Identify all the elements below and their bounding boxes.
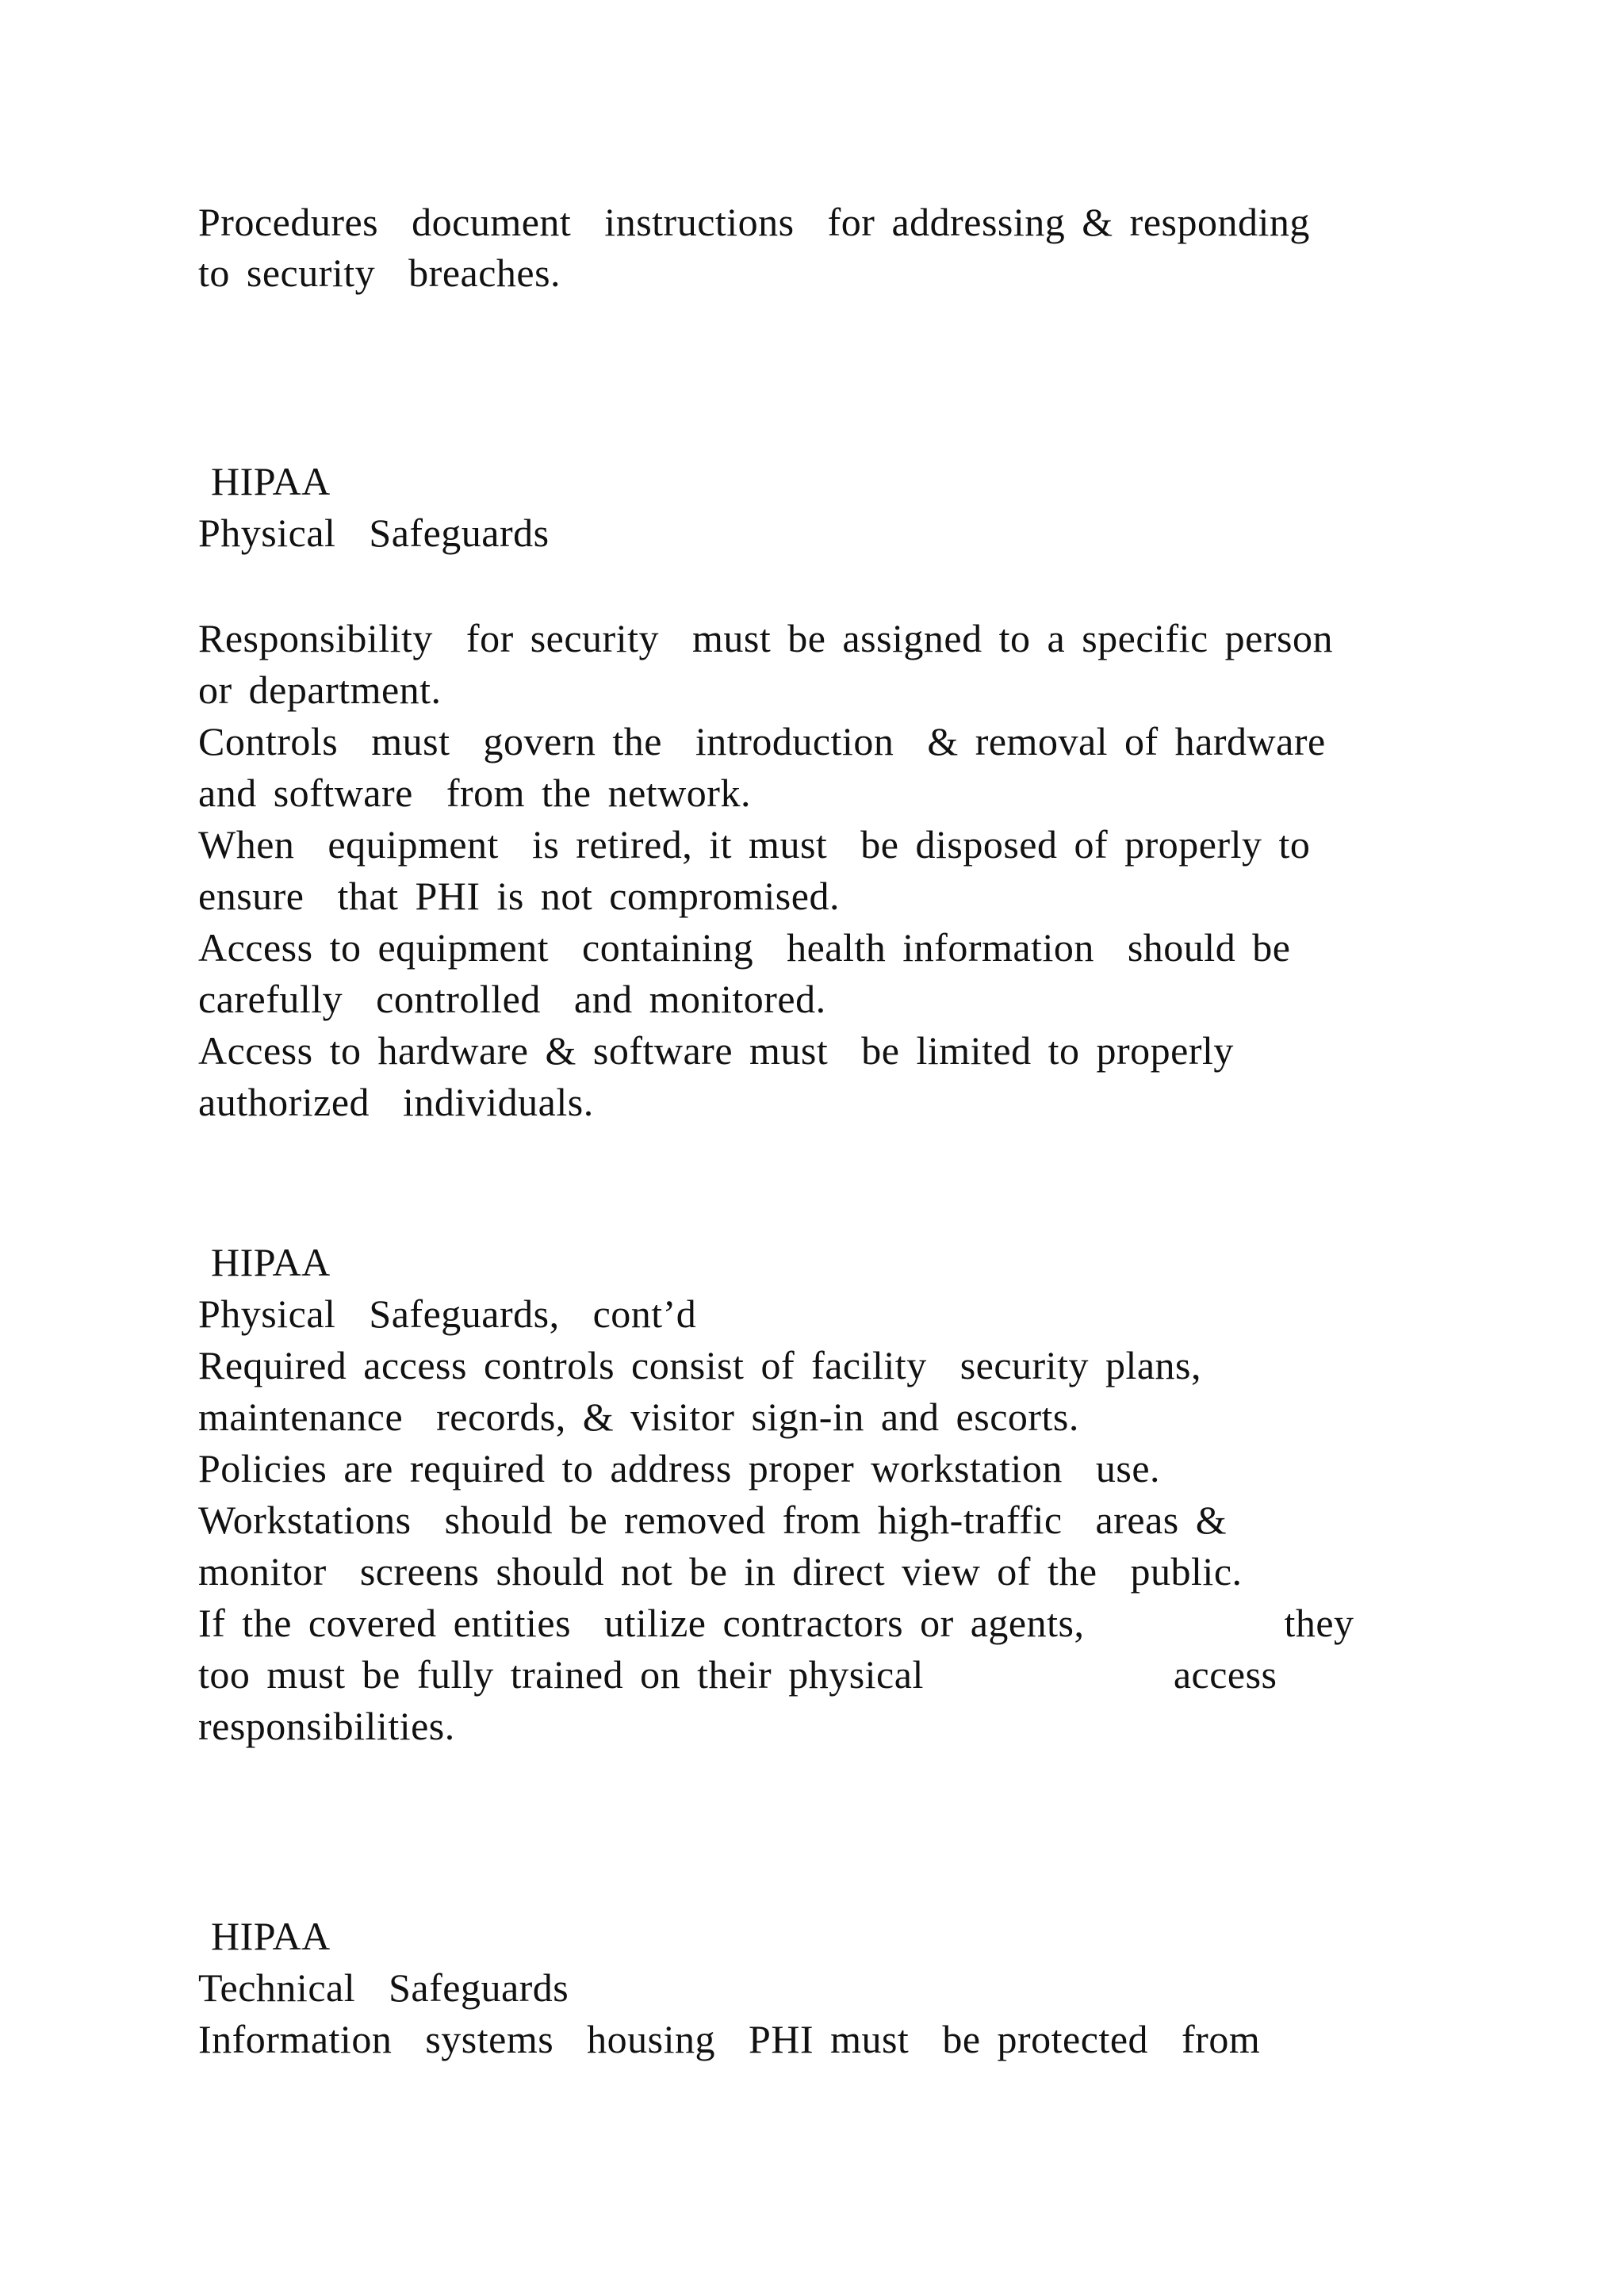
section-subheading: Physical Safeguards, cont’d <box>198 1292 697 1336</box>
text-line: Access to hardware & software must be limited to properly <box>198 1028 1234 1073</box>
text-line: maintenance records, & visitor sign-in and escorts. <box>198 1395 1079 1439</box>
text-line: authorized individuals. <box>198 1080 594 1124</box>
section-heading: HIPAA <box>211 459 331 503</box>
text-line: Procedures document instructions for addressing & responding <box>198 200 1310 244</box>
section-subheading: Physical Safeguards <box>198 511 550 555</box>
text-line: Access to equipment containing health information should be <box>198 925 1291 970</box>
text-line: responsibilities. <box>198 1704 455 1748</box>
text-line: to security breaches. <box>198 251 561 295</box>
text-line: carefully controlled and monitored. <box>198 977 826 1021</box>
text-line: and software from the network. <box>198 771 751 815</box>
text-line: If the covered entities utilize contractors or agents, they <box>198 1601 1354 1645</box>
text-line: monitor screens should not be in direct view of the public. <box>198 1549 1243 1594</box>
text-line: Required access controls consist of facility security plans, <box>198 1343 1202 1387</box>
text-line: Information systems housing PHI must be protected from <box>198 2017 1261 2061</box>
text-line: ensure that PHI is not compromised. <box>198 874 840 918</box>
text-line: When equipment is retired, it must be disposed of properly to <box>198 822 1311 867</box>
text-line: Policies are required to address proper workstation use. <box>198 1446 1161 1490</box>
text-line: too must be fully trained on their physical access <box>198 1652 1277 1697</box>
text-line: or department. <box>198 668 442 712</box>
text-line: Responsibility for security must be assigned to a specific person <box>198 616 1333 660</box>
section-heading: HIPAA <box>211 1914 331 1958</box>
text-line: Controls must govern the introduction & removal of hardware <box>198 719 1326 763</box>
text-line: Workstations should be removed from high-traffic areas & <box>198 1498 1228 1542</box>
section-subheading: Technical Safeguards <box>198 1965 569 2010</box>
section-heading: HIPAA <box>211 1240 331 1284</box>
